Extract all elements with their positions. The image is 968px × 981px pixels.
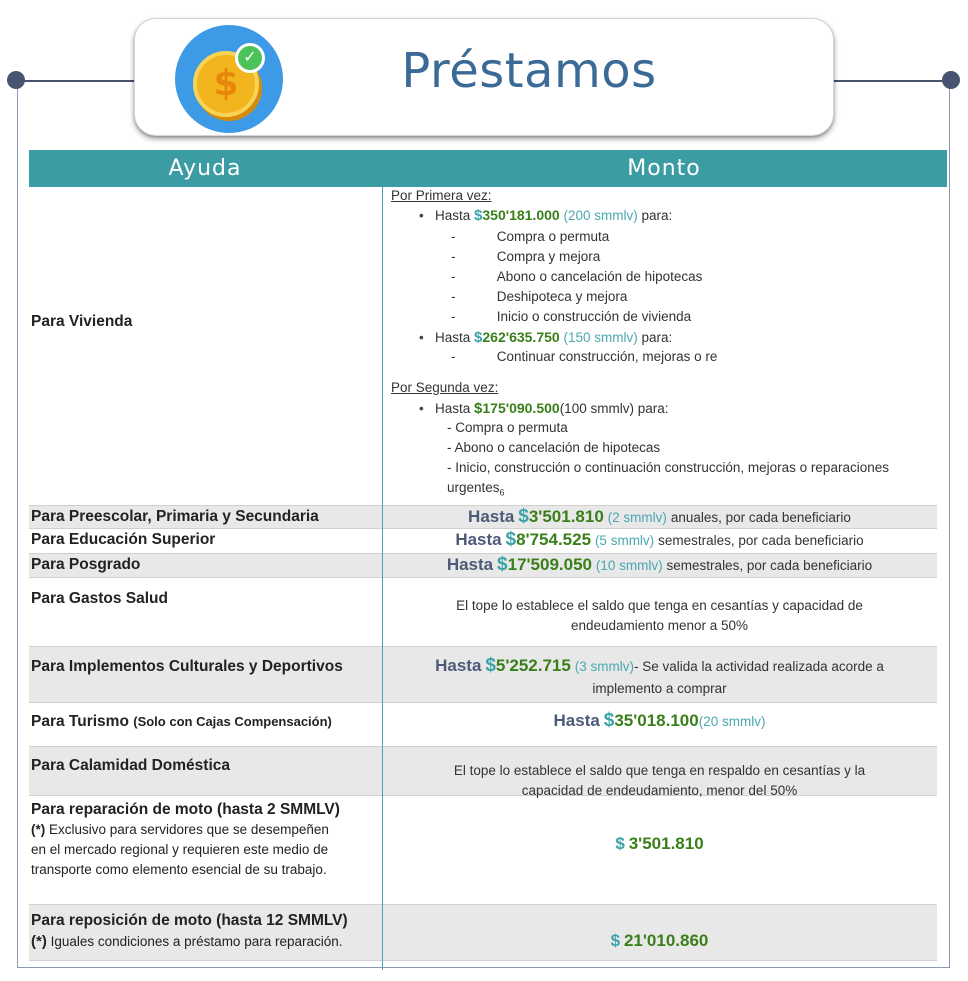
divider-line: [830, 80, 951, 82]
row-amount: Hasta $35'018.100(20 smmlv): [553, 710, 766, 731]
segunda-vez-heading: Por Segunda vez:: [391, 380, 499, 395]
table-row-turismo: [29, 703, 937, 746]
primera-vez-heading: Por Primera vez:: [391, 188, 492, 203]
table-row-calamidad: [29, 746, 937, 796]
list-item: • Hasta $262'635.750 (150 smmlv) para:: [419, 329, 673, 346]
row-label: Para reparación de moto (hasta 2 SMMLV) (*) Exclusivo para servidores que se desempeñen en el mercado regional y requieren este medio de transporte como elemento esencial de su trabajo.: [31, 801, 340, 877]
table-row-posgrado: [29, 553, 937, 578]
title-card: [134, 18, 834, 136]
divider-line: [16, 80, 146, 82]
row-label: Para Vivienda: [31, 313, 133, 330]
row-label: Para reposición de moto (hasta 12 SMMLV) (*) Iguales condiciones a préstamo para reparación.: [31, 912, 348, 950]
table-row-gastos-salud: [29, 580, 937, 646]
column-header-monto: Monto: [627, 156, 701, 181]
table-header: [29, 150, 947, 187]
list-item: • Hasta $175'090.500(100 smmlv) para:: [419, 400, 669, 417]
row-amount: El tope lo establece el saldo que tenga en cesantías y capacidad de endeudamiento menor a 50%: [456, 598, 863, 633]
column-header-ayuda: Ayuda: [168, 156, 242, 181]
row-amount: El tope lo establece el saldo que tenga en respaldo en cesantías y la capacidad de endeudamiento, menor del 50%: [453, 763, 866, 798]
list-item: - Abono o cancelación de hipotecas: [447, 440, 661, 455]
row-label: Para Turismo (Solo con Cajas Compensación): [31, 713, 332, 730]
table-row-educacion-superior: [29, 529, 937, 553]
row-label: Para Implementos Culturales y Deportivos: [31, 658, 343, 675]
table-row-reparacion-moto: [29, 796, 937, 904]
list-item: - Deshipoteca y mejora: [451, 289, 628, 304]
list-item: - Abono o cancelación de hipotecas: [451, 269, 703, 284]
divider-dot: [942, 71, 960, 89]
row-amount: Hasta $17'509.050 (10 smmlv) semestrales, por cada beneficiario: [446, 554, 873, 575]
list-item: urgentes$_6$: [447, 480, 505, 498]
divider-dot: [7, 71, 25, 89]
list-item: - Inicio, construcción o continuación construcción, mejoras o reparaciones: [447, 460, 889, 475]
list-item: - Compra y mejora: [451, 249, 601, 264]
list-item: - Compra o permuta: [451, 229, 610, 244]
list-item: - Compra o permuta: [447, 420, 568, 435]
column-divider: [382, 187, 383, 970]
list-item: - Inicio o construcción de vivienda: [451, 309, 692, 324]
row-label: Para Educación Superior: [31, 531, 216, 548]
list-item: - Continuar construcción, mejoras o re: [451, 349, 718, 364]
page-title: Préstamos: [401, 43, 657, 99]
table-row-reposicion-moto: [29, 904, 937, 961]
row-amount: $ 3'501.810: [615, 834, 704, 853]
row-label: Para Preescolar, Primaria y Secundaria: [31, 508, 319, 525]
list-item: • Hasta $350'181.000 (200 smmlv) para:: [419, 207, 673, 224]
coin-check-icon: $ ✓: [175, 25, 283, 133]
row-label: Para Posgrado: [31, 556, 141, 573]
table-row-implementos: [29, 646, 937, 703]
row-label: Para Calamidad Doméstica: [31, 757, 231, 774]
row-amount: Hasta $8'754.525 (5 smmlv) semestrales, por cada beneficiario: [455, 529, 864, 550]
table-row-preescolar: [29, 505, 937, 529]
row-amount: $ 21'010.860: [610, 931, 709, 950]
row-amount: Hasta $3'501.810 (2 smmlv) anuales, por cada beneficiario: [468, 506, 851, 527]
row-amount: Hasta $5'252.715 (3 smmlv)- Se valida la actividad realizada acorde a implemento a comprar: [435, 655, 884, 696]
row-label: Para Gastos Salud: [31, 590, 168, 607]
